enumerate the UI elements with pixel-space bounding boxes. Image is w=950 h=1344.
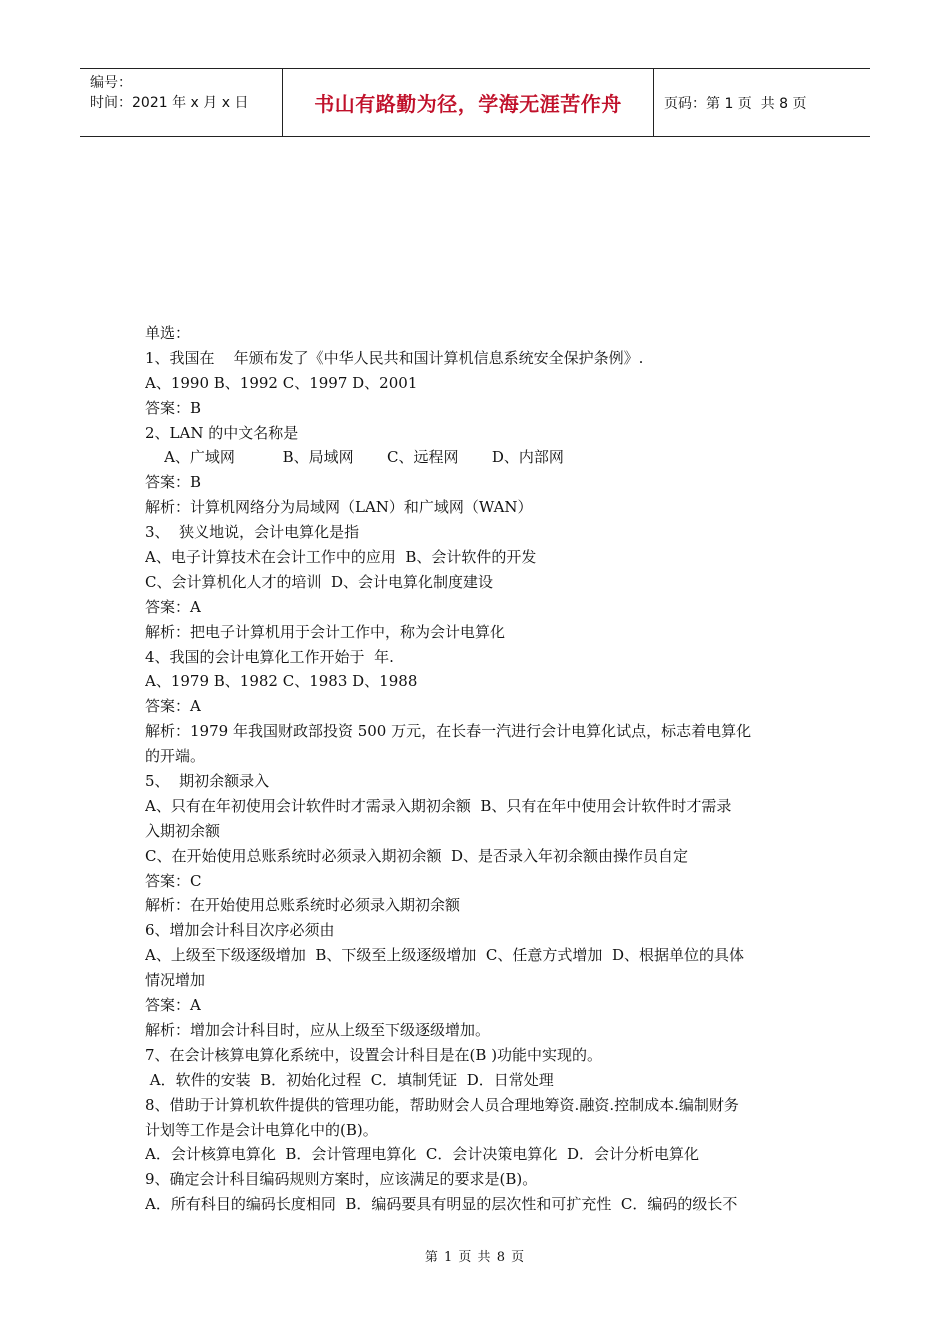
page-header — [80, 68, 870, 137]
body-line: 解析：把电子计算机用于会计工作中，称为会计电算化 — [145, 622, 506, 641]
body-line: 9、确定会计科目编码规则方案时，应该满足的要求是(B)。 — [145, 1170, 538, 1189]
body-line: 解析：在开始使用总账系统时必须录入期初余额 — [145, 896, 461, 915]
body-line: 解析：1979 年我国财政部投资 500 万元，在长春一汽进行会计电算化试点，标志着电算化 — [145, 722, 752, 741]
body-line: 单选： — [145, 324, 191, 342]
body-line: 计划等工作是会计电算化中的(B)。 — [145, 1120, 378, 1139]
header-motto: 书山有路勤为径，学海无涯苦作舟 — [282, 69, 654, 136]
body-line: 答案：B — [145, 398, 202, 417]
document-body — [145, 321, 815, 1217]
body-line: 情况增加 — [145, 971, 206, 990]
body-line: A．软件的安装 B．初始化过程 C．填制凭证 D．日常处理 — [145, 1070, 554, 1089]
body-line: 答案：A — [145, 996, 201, 1015]
header-page-info — [654, 69, 870, 136]
page-footer: 第 1 页 共 8 页 — [424, 1250, 526, 1265]
page-info-text: 页码：第 1 页 共 8 页 — [664, 95, 807, 112]
body-line: 6、增加会计科目次序必须由 — [145, 921, 335, 940]
body-line: A、只有在年初使用会计软件时才需录入期初余额 B、只有在年中使用会计软件时才需录 — [145, 796, 732, 815]
body-line: 3、 狭义地说，会计电算化是指 — [145, 523, 360, 542]
body-line: 解析：计算机网络分为局域网（LAN）和广域网（WAN） — [145, 498, 533, 517]
body-line: A、1979 B、1982 C、1983 D、1988 — [145, 672, 418, 691]
body-line: 答案：A — [145, 597, 201, 616]
body-line: A．所有科目的编码长度相同 B．编码要具有明显的层次性和可扩充性 C．编码的级长不 — [145, 1195, 738, 1214]
body-line: 1、我国在 年颁布发了《中华人民共和国计算机信息系统安全保护条例》. — [145, 348, 644, 367]
body-line: A、上级至下级逐级增加 B、下级至上级逐级增加 C、任意方式增加 D、根据单位的具体 — [145, 946, 744, 965]
body-line: 答案：B — [145, 473, 202, 492]
body-line: A、广域网 B、局域网 C、远程网 D、内部网 — [145, 448, 564, 467]
body-line: 入期初余额 — [145, 821, 221, 840]
body-line: 5、 期初余额录入 — [145, 772, 270, 791]
body-line: A、电子计算技术在会计工作中的应用 B、会计软件的开发 — [145, 548, 537, 567]
body-line: 4、我国的会计电算化工作开始于 年. — [145, 647, 394, 666]
body-line: 7、在会计核算电算化系统中，设置会计科目是在(B )功能中实现的。 — [145, 1045, 603, 1064]
body-line: C、在开始使用总账系统时必须录入期初余额 D、是否录入年初余额由操作员自定 — [145, 846, 689, 865]
header-meta — [80, 69, 282, 136]
body-line: 2、LAN 的中文名称是 — [145, 423, 299, 442]
body-line: C、会计算机化人才的培训 D、会计电算化制度建设 — [145, 572, 494, 591]
body-line: A．会计核算电算化 B．会计管理电算化 C．会计决策电算化 D．会计分析电算化 — [145, 1145, 699, 1164]
date-text: 时间：2021 年 x 月 x 日 — [90, 95, 249, 111]
serial-label: 编号： — [90, 75, 132, 91]
body-line: 解析：增加会计科目时，应从上级至下级逐级增加。 — [145, 1020, 491, 1039]
body-line: 答案：C — [145, 871, 202, 890]
body-line: 答案：A — [145, 697, 201, 716]
body-line: A、1990 B、1992 C、1997 D、2001 — [145, 373, 418, 392]
body-line: 8、借助于计算机软件提供的管理功能，帮助财会人员合理地筹资.融资.控制成本.编制财务 — [145, 1095, 739, 1114]
body-line: 的开端。 — [145, 747, 206, 766]
